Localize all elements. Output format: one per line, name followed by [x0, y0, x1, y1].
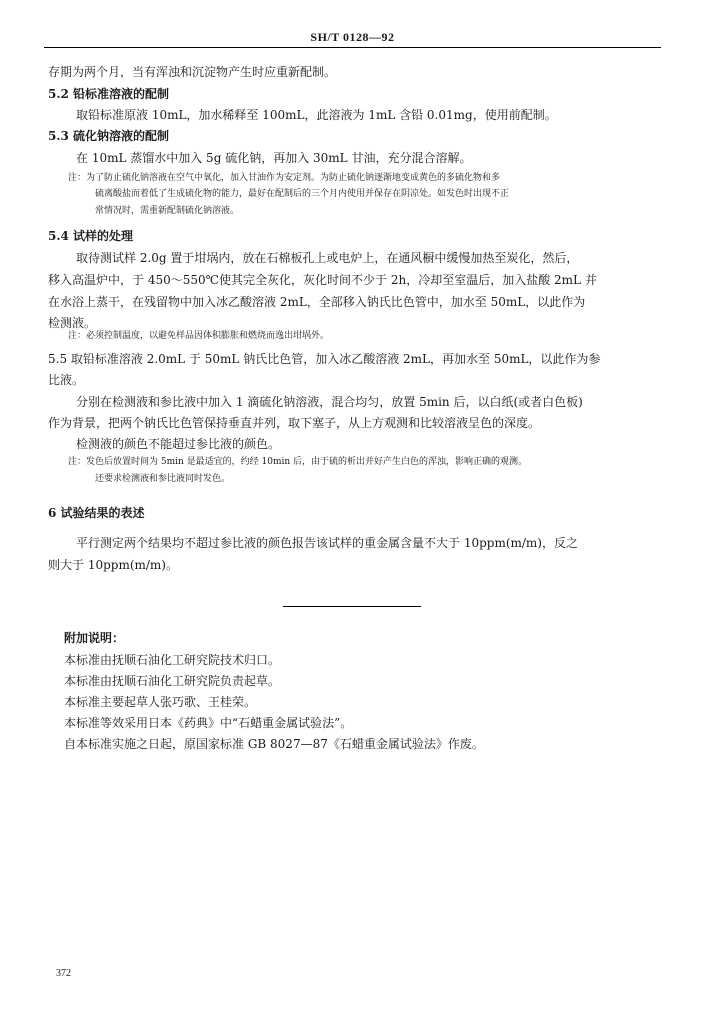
section-5-5-line-2: 比液。: [48, 373, 85, 387]
section-5-2-body: 取铅标准原液 10mL，加水稀释至 100mL，此溶液为 1mL 含铅 0.01mg，使用前配制。: [76, 108, 557, 122]
note-1-line-2: 硫离酸盐而着低了生成硫化物的能力，最好在配制后的三个月内使用并保存在阴凉处。如发色时出现不正: [95, 189, 510, 199]
additional-note-3: 本标准主要起草人张巧歌、王桂荣。: [64, 695, 257, 709]
paragraph-line-1: 分别在检测液和参比液中加入 1 滴硫化钠溶液，混合均匀，放置 5min 后，以白纸(或者白色板): [76, 395, 583, 409]
section-5-4-line-2: 移入高温炉中，于 450～550℃使其完全灰化，灰化时间不少于 2h，冷却至室温后，加入盐酸 2mL 并: [48, 273, 597, 287]
additional-note-2: 本标准由抚顺石油化工研究院负责起草。: [64, 674, 281, 688]
header-rule: [44, 47, 661, 48]
section-5-3-body: 在 10mL 蒸馏水中加入 5g 硫化钠，再加入 30mL 甘油，充分混合溶解。: [76, 151, 472, 165]
standard-code-header: SH/T 0128—92: [310, 30, 395, 44]
section-5-2-heading: 5.2 铅标准溶液的配制: [48, 87, 170, 101]
section-5-4-heading: 5.4 试样的处理: [48, 229, 134, 243]
section-6-line-2: 则大于 10ppm(m/m)。: [48, 558, 178, 572]
section-5-4-line-3: 在水浴上蒸干，在残留物中加入冰乙酸溶液 2mL，全部移入钠氏比色管中，加水至 50mL，以此作为: [48, 295, 586, 309]
additional-note-4: 本标准等效采用日本《药典》中“石蜡重金属试验法”。: [64, 716, 353, 730]
separator-rule: [283, 606, 421, 607]
note-2: 注：必须控制温度，以避免样品因体积膨胀和燃烧而逸出坩埚外。: [68, 331, 330, 341]
note-1-line-1: 注：为了防止硫化钠溶液在空气中氧化，加入甘油作为安定剂。为防止硫化钠逐渐地变成黄色的多硫化物和多: [68, 173, 501, 183]
additional-notes-title: 附加说明：: [64, 631, 125, 645]
note-3-line-1: 注：发色后放置时间为 5min 是最适宜的，约经 10min 后，由于硫的析出并好产生白色的浑浊，影响正确的观测。: [68, 457, 528, 467]
section-6-heading: 6 试验结果的表述: [48, 506, 145, 520]
additional-note-1: 本标准由抚顺石油化工研究院技术归口。: [64, 653, 281, 667]
section-5-3-heading: 5.3 硫化钠溶液的配制: [48, 129, 170, 143]
note-1-line-3: 常情况时，需重新配制硫化钠溶液。: [95, 206, 240, 216]
text-line: 存期为两个月，当有浑浊和沉淀物产生时应重新配制。: [48, 65, 337, 79]
paragraph-line-3: 检测液的颜色不能超过参比液的颜色。: [76, 437, 281, 451]
additional-note-5: 自本标准实施之日起，原国家标准 GB 8027—87《石蜡重金属试验法》作废。: [64, 737, 484, 751]
note-3-line-2: 还要求检测液和参比液同时发色。: [95, 474, 231, 484]
paragraph-line-2: 作为背景，把两个钠氏比色管保持垂直并列，取下塞子，从上方观测和比较溶液呈色的深度。: [48, 416, 541, 430]
section-5-5-line-1: 5.5 取铅标准溶液 2.0mL 于 50mL 钠氏比色管，加入冰乙酸溶液 2mL，再加水至 50mL，以此作为参: [48, 352, 601, 366]
section-5-4-line-1: 取待测试样 2.0g 置于坩埚内，放在石棉板孔上或电炉上，在通风橱中缓慢加热至炭化，然后，: [76, 251, 579, 265]
section-5-4-line-4: 检测液。: [48, 316, 97, 330]
page-number: 372: [56, 968, 71, 979]
section-6-line-1: 平行测定两个结果均不超过参比液的颜色报告该试样的重金属含量不大于 10ppm(m/m)，反之: [76, 536, 578, 550]
